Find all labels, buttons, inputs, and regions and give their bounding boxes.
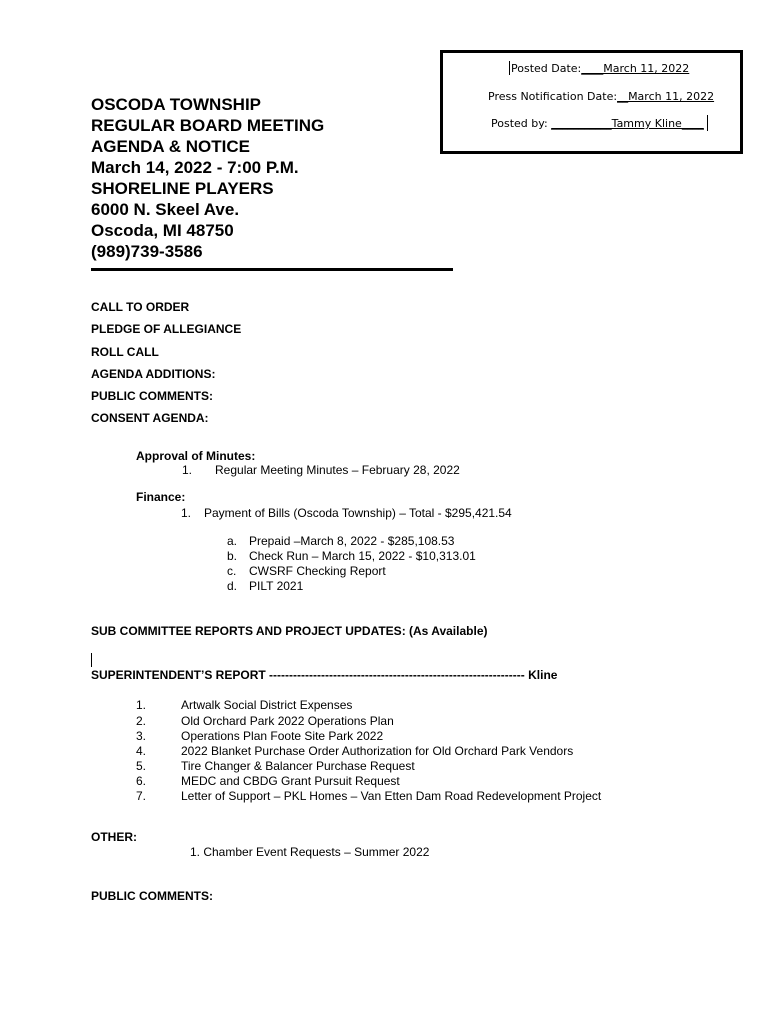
agenda-roll-call: ROLL CALL <box>91 345 159 359</box>
finance-item: Payment of Bills (Oscoda Township) – Total - $295,421.54 <box>204 506 512 520</box>
superintendent-item-number: 7. <box>136 789 147 803</box>
text-cursor <box>509 61 510 75</box>
superintendent-item: Operations Plan Foote Site Park 2022 <box>181 729 384 743</box>
header-phone: (989)739-3586 <box>91 242 203 261</box>
header-township: OSCODA TOWNSHIP <box>91 95 262 114</box>
header-meeting-type: REGULAR BOARD MEETING <box>91 116 325 135</box>
finance-sub-check-run: Check Run – March 15, 2022 - $10,313.01 <box>249 549 476 563</box>
superintendent-item: Old Orchard Park 2022 Operations Plan <box>181 714 394 728</box>
superintendent-item-number: 4. <box>136 744 147 758</box>
header-city: Oscoda, MI 48750 <box>91 221 234 240</box>
press-notification-label: Press Notification Date: <box>488 90 618 103</box>
press-notification-line <box>488 90 714 103</box>
finance-sub-letter: c. <box>227 564 237 578</box>
agenda-pledge: PLEDGE OF ALLEGIANCE <box>91 322 242 336</box>
superintendent-item: Tire Changer & Balancer Purchase Request <box>181 759 415 773</box>
finance-item-number: 1. <box>181 506 192 520</box>
header-street: 6000 N. Skeel Ave. <box>91 200 240 219</box>
finance-sub-cwsrf: CWSRF Checking Report <box>249 564 386 578</box>
finance-heading: Finance: <box>136 490 186 504</box>
posted-date-line <box>511 62 689 75</box>
text-cursor <box>707 115 708 131</box>
header-agenda-notice: AGENDA & NOTICE <box>91 137 250 156</box>
superintendent-item-number: 5. <box>136 759 147 773</box>
posted-by-label: Posted by: <box>491 117 548 130</box>
other-heading: OTHER: <box>91 830 137 844</box>
minutes-item-number: 1. <box>182 463 193 477</box>
posted-by-line <box>491 117 704 130</box>
posted-by-value: ___________Tammy Kline____ <box>551 117 704 130</box>
superintendent-item: MEDC and CBDG Grant Pursuit Request <box>181 774 400 788</box>
superintendent-item: 2022 Blanket Purchase Order Authorization for Old Orchard Park Vendors <box>181 744 574 758</box>
agenda-consent: CONSENT AGENDA: <box>91 411 209 425</box>
minutes-heading: Approval of Minutes: <box>136 449 256 463</box>
superintendent-item-number: 6. <box>136 774 147 788</box>
posted-notice-box <box>440 50 743 154</box>
finance-sub-letter: d. <box>227 579 238 593</box>
superintendent-item-number: 2. <box>136 714 147 728</box>
text-cursor <box>91 653 92 667</box>
superintendent-item: Artwalk Social District Expenses <box>181 698 353 712</box>
header-venue: SHORELINE PLAYERS <box>91 179 274 198</box>
posted-date-value: ____March 11, 2022 <box>581 62 690 75</box>
finance-sub-letter: a. <box>227 534 238 548</box>
other-item: 1. Chamber Event Requests – Summer 2022 <box>190 845 430 859</box>
sub-committee-heading: SUB COMMITTEE REPORTS AND PROJECT UPDATES: (As Available) <box>91 624 488 638</box>
agenda-call-to-order: CALL TO ORDER <box>91 300 190 314</box>
finance-sub-pilt: PILT 2021 <box>249 579 304 593</box>
agenda-public-comments: PUBLIC COMMENTS: <box>91 389 213 403</box>
posted-date-label: Posted Date: <box>511 62 582 75</box>
minutes-item: Regular Meeting Minutes – February 28, 2022 <box>215 463 460 477</box>
header-rule <box>91 268 453 271</box>
superintendent-item: Letter of Support – PKL Homes – Van Etten Dam Road Redevelopment Project <box>181 789 602 803</box>
superintendent-item-number: 1. <box>136 698 147 712</box>
press-notification-value: __March 11, 2022 <box>617 90 715 103</box>
agenda-additions: AGENDA ADDITIONS: <box>91 367 216 381</box>
finance-sub-prepaid: Prepaid –March 8, 2022 - $285,108.53 <box>249 534 455 548</box>
finance-sub-letter: b. <box>227 549 238 563</box>
superintendent-item-number: 3. <box>136 729 147 743</box>
header-date-time: March 14, 2022 - 7:00 P.M. <box>91 158 299 177</box>
superintendent-heading: SUPERINTENDENT’S REPORT ---------------------------------------------------------------- Kline <box>91 668 558 682</box>
closing-public-comments: PUBLIC COMMENTS: <box>91 889 213 903</box>
